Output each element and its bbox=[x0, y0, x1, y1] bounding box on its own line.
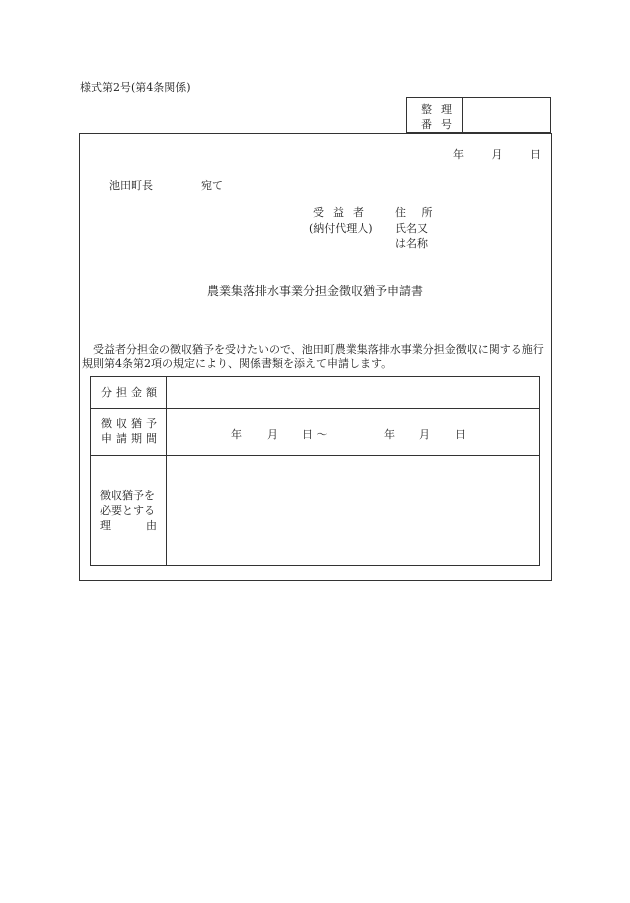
date-month: 月 bbox=[491, 148, 503, 161]
amount-label: 分担金額 bbox=[101, 386, 161, 399]
period-label-line1: 徴収猶予 bbox=[101, 417, 161, 430]
form-reference: 様式第2号(第4条関係) bbox=[80, 81, 191, 94]
addressee-mayor: 池田町長 bbox=[109, 179, 153, 192]
address-label: 住 所 bbox=[395, 206, 439, 219]
applicant-role: 受益者 bbox=[313, 206, 373, 219]
reason-label-line1: 徴収猶予を bbox=[100, 489, 155, 502]
name-label-line1: 氏名又 bbox=[395, 222, 428, 235]
reason-label-cell bbox=[91, 456, 167, 565]
reference-number-label bbox=[407, 98, 463, 132]
period-from-year: 年 bbox=[231, 428, 242, 441]
period-from-day: 日 〜 bbox=[302, 428, 328, 441]
application-table bbox=[90, 376, 540, 566]
applicant-role-sub: (納付代理人) bbox=[309, 222, 373, 235]
table-row-amount bbox=[91, 377, 539, 409]
period-from-month: 月 bbox=[267, 428, 278, 441]
reason-label-line3b: 由 bbox=[146, 519, 157, 532]
reason-field[interactable] bbox=[168, 456, 538, 564]
addressee bbox=[109, 179, 223, 193]
reference-number-label-line2: 番号 bbox=[421, 118, 461, 131]
body-text: 受益者分担金の徴収猶予を受けたいので、池田町農業集落排水事業分担金徴収に関する施行規則第4条第2項の規定により、関係書類を添えて申請します。 bbox=[82, 343, 544, 370]
reason-label-line2: 必要とする bbox=[100, 504, 155, 517]
reference-number-field[interactable] bbox=[463, 98, 550, 132]
document-title: 農業集落排水事業分担金徴収猶予申請書 bbox=[206, 284, 423, 298]
period-label-cell bbox=[91, 409, 167, 455]
date-year: 年 bbox=[453, 148, 464, 161]
amount-label-cell bbox=[91, 377, 167, 408]
date-line bbox=[453, 148, 541, 162]
table-row-period bbox=[91, 409, 539, 456]
period-to-year: 年 bbox=[384, 428, 395, 441]
amount-field[interactable] bbox=[168, 377, 538, 408]
table-row-reason bbox=[91, 456, 539, 565]
reason-label-line3a: 理 bbox=[100, 519, 111, 532]
date-day: 日 bbox=[530, 148, 541, 161]
reference-number-box bbox=[406, 97, 551, 133]
period-label-line2: 申請期間 bbox=[101, 432, 161, 445]
reference-number-label-line1: 整理 bbox=[421, 103, 461, 116]
period-to-day: 日 bbox=[455, 428, 466, 441]
name-label-line2: は名称 bbox=[395, 237, 428, 250]
addressee-honorific: 宛て bbox=[201, 179, 223, 192]
period-to-month: 月 bbox=[419, 428, 430, 441]
